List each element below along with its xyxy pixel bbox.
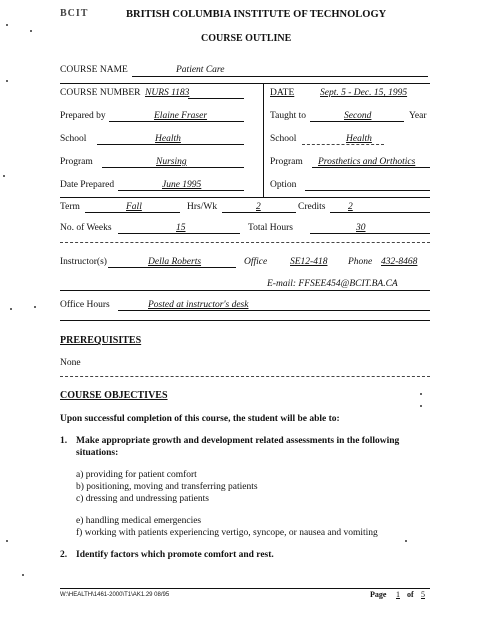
option-line <box>305 190 430 191</box>
school-label-2: School <box>270 134 297 144</box>
scan-speck <box>420 393 422 395</box>
program-line-2 <box>312 167 430 168</box>
footer-rule <box>60 588 430 589</box>
program-value: Nursing <box>156 157 187 167</box>
date-prepared-line <box>118 190 244 191</box>
course-name-line <box>132 76 428 77</box>
phone-label: Phone <box>348 257 373 267</box>
office-hours-label: Office Hours <box>60 300 110 310</box>
date-value: Sept. 5 - Dec. 15, 1995 <box>320 88 408 98</box>
scan-speck <box>405 540 407 542</box>
objective-1-text-cont: situations: <box>76 448 119 458</box>
email-value: E-mail: FFSEE454@BCIT.BA.CA <box>267 279 398 289</box>
term-value: Fall <box>126 202 142 212</box>
prepared-by-label: Prepared by <box>60 111 106 121</box>
weeks-value: 15 <box>176 223 186 233</box>
program-value-2: Prosthetics and Orthotics <box>318 157 416 167</box>
office-hours-line <box>118 310 430 311</box>
phone-value: 432-8468 <box>381 257 418 267</box>
objective-1c: c) dressing and undressing patients <box>76 494 209 504</box>
instructor-line <box>108 267 236 268</box>
scan-speck <box>10 308 12 310</box>
office-label: Office <box>244 257 268 267</box>
document-title: COURSE OUTLINE <box>201 33 292 44</box>
objectives-intro: Upon successful completion of this course, the student will be able to: <box>60 414 340 424</box>
date-prepared-value: June 1995 <box>162 180 202 190</box>
hrs-wk-value: 2 <box>256 202 261 212</box>
section-divider <box>60 83 430 84</box>
school-line <box>97 144 244 145</box>
total-hours-label: Total Hours <box>248 223 293 233</box>
school-label: School <box>60 134 87 144</box>
separator-dashed <box>60 242 430 243</box>
separator-dashed <box>60 376 430 377</box>
term-label: Term <box>60 202 80 212</box>
program-line <box>102 167 244 168</box>
footer-page-number: 1 <box>396 590 400 599</box>
scan-speck <box>22 574 24 576</box>
prepared-by-value: Elaine Fraser <box>154 111 208 121</box>
school-value: Health <box>155 134 181 144</box>
scan-speck <box>34 306 36 308</box>
date-label: DATE <box>270 88 295 98</box>
scan-speck <box>6 540 8 542</box>
footer-of-label: of <box>407 590 414 599</box>
prerequisites-heading: PREREQUISITES <box>60 335 142 346</box>
hrs-wk-label: Hrs/Wk <box>187 202 218 212</box>
date-prepared-label: Date Prepared <box>60 180 115 190</box>
logo: BCIT <box>60 8 89 19</box>
school-value-2: Health <box>346 134 372 144</box>
credits-label: Credits <box>298 202 326 212</box>
total-hours-line <box>310 233 430 234</box>
scan-speck <box>6 24 8 26</box>
column-divider <box>263 84 264 198</box>
course-number-value: NURS 1183 <box>145 88 190 98</box>
institute-name: BRITISH COLUMBIA INSTITUTE OF TECHNOLOGY <box>126 9 387 20</box>
course-number-line <box>188 98 244 99</box>
objective-1-number: 1. <box>60 436 68 446</box>
weeks-label: No. of Weeks <box>60 223 112 233</box>
scan-speck <box>6 80 8 82</box>
credits-value: 2 <box>348 202 353 212</box>
school-line-2 <box>302 144 384 145</box>
hrs-wk-line <box>222 212 296 213</box>
section-divider <box>60 320 430 321</box>
objective-2-text: Identify factors which promote comfort and rest. <box>76 550 274 560</box>
objective-2-number: 2. <box>60 550 68 560</box>
office-hours-value: Posted at instructor's desk <box>148 300 249 310</box>
program-label: Program <box>60 157 93 167</box>
course-name-value: Patient Care <box>176 65 225 75</box>
taught-to-line <box>310 121 404 122</box>
instructor-value: Della Roberts <box>148 257 202 267</box>
credits-line <box>330 212 430 213</box>
objective-1e: e) handling medical emergencies <box>76 516 202 526</box>
footer-page-total: 5 <box>421 590 425 599</box>
instructor-label: Instructor(s) <box>60 257 107 267</box>
objective-1b: b) positioning, moving and transferring patients <box>76 482 258 492</box>
prerequisites-text: None <box>60 358 81 368</box>
option-label: Option <box>270 180 297 190</box>
objective-1f: f) working with patients experiencing vertigo, syncope, or nausea and vomiting <box>76 528 378 538</box>
taught-to-label: Taught to <box>270 111 307 121</box>
total-hours-value: 30 <box>356 223 366 233</box>
objectives-heading: COURSE OBJECTIVES <box>60 390 168 401</box>
objective-1a: a) providing for patient comfort <box>76 470 197 480</box>
scan-speck <box>3 175 5 177</box>
section-divider <box>60 197 430 198</box>
term-line <box>85 212 180 213</box>
email-line <box>60 290 430 291</box>
office-value: SE12-418 <box>290 257 328 267</box>
footer-page-label: Page <box>370 590 387 599</box>
prepared-by-line <box>109 121 244 122</box>
course-number-label: COURSE NUMBER <box>60 88 141 98</box>
objective-1-text: Make appropriate growth and development related assessments in the following <box>76 436 400 446</box>
program-label-2: Program <box>270 157 303 167</box>
weeks-line <box>118 233 240 234</box>
scan-speck <box>420 405 422 407</box>
footer-path: W:\HEALTH\1461-2000\T1\AK1.29 08/95 <box>60 592 170 598</box>
scan-speck <box>30 30 32 32</box>
taught-to-value: Second <box>344 111 372 121</box>
course-name-label: COURSE NAME <box>60 65 128 75</box>
year-label: Year <box>409 111 427 121</box>
